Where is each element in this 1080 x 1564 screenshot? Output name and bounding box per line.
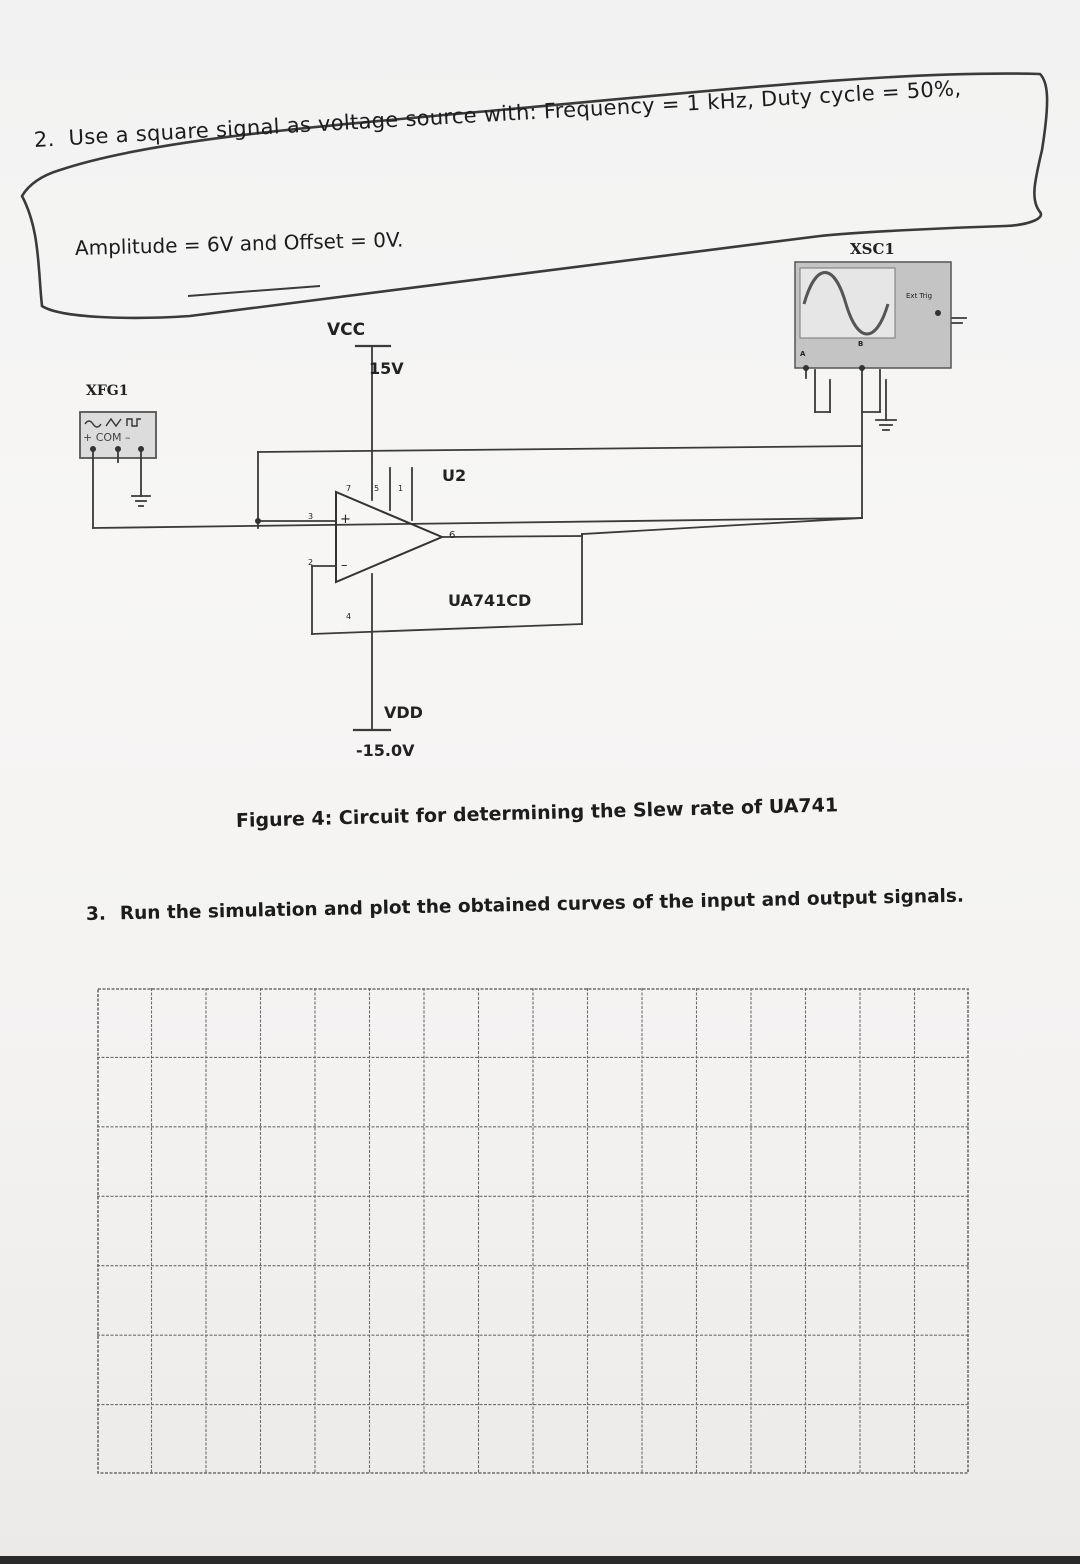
opamp-reference: U2 <box>442 466 467 485</box>
plot-grid-lines <box>97 988 969 1474</box>
pin-1-label: 1 <box>398 484 404 493</box>
generator-minus-terminal <box>138 446 144 452</box>
oscilloscope-label: XSC1 <box>850 240 895 258</box>
question-3-number: 3. <box>85 903 107 925</box>
pin-6-label: 6 <box>449 530 456 541</box>
figure-caption: Figure 4: Circuit for determining the Slew rate of UA741 <box>235 794 839 832</box>
opamp-part-number: UA741CD <box>448 591 532 610</box>
pin-2-label: 2 <box>308 558 314 567</box>
question-3-text: Run the simulation and plot the obtained curves of the input and output signals. <box>119 885 965 925</box>
vcc-voltage: 15V <box>369 359 404 378</box>
oscilloscope-trigger-label: Ext Trig <box>906 292 933 300</box>
vdd-label: VDD <box>384 703 423 722</box>
junction-dot <box>255 518 261 524</box>
vcc-label: VCC <box>327 320 366 340</box>
pin-4-label: 4 <box>346 612 352 621</box>
pin-7-label: 7 <box>346 484 352 493</box>
function-generator-terminals: + COM – <box>83 431 131 444</box>
opamp-symbol <box>336 492 442 582</box>
scope-channel-b-terminal <box>859 365 865 371</box>
scan-edge-shadow <box>0 1556 1080 1564</box>
scope-channel-a-terminal <box>803 365 809 371</box>
question-2-text: Use a square signal as voltage source with: Frequency = 1 kHz, Duty cycle = 50%, <box>67 76 962 151</box>
scope-channel-a-label: A <box>800 350 806 358</box>
generator-plus-terminal <box>90 446 96 452</box>
function-generator-label: XFG1 <box>86 383 129 399</box>
opamp-plus-sign: + <box>340 512 351 527</box>
opamp-minus-sign: – <box>341 558 348 573</box>
question-2-number: 2. <box>33 126 56 152</box>
question-2-line-2: Amplitude = 6V and Offset = 0V. <box>74 227 404 260</box>
vdd-voltage: -15.0V <box>356 741 415 760</box>
generator-com-terminal <box>115 446 121 452</box>
scope-channel-b-label: B <box>858 340 864 348</box>
pin-3-label: 3 <box>308 512 314 521</box>
plot-grid[interactable] <box>97 988 969 1474</box>
pin-5-label: 5 <box>374 484 380 493</box>
scope-trigger-terminal <box>935 310 941 316</box>
